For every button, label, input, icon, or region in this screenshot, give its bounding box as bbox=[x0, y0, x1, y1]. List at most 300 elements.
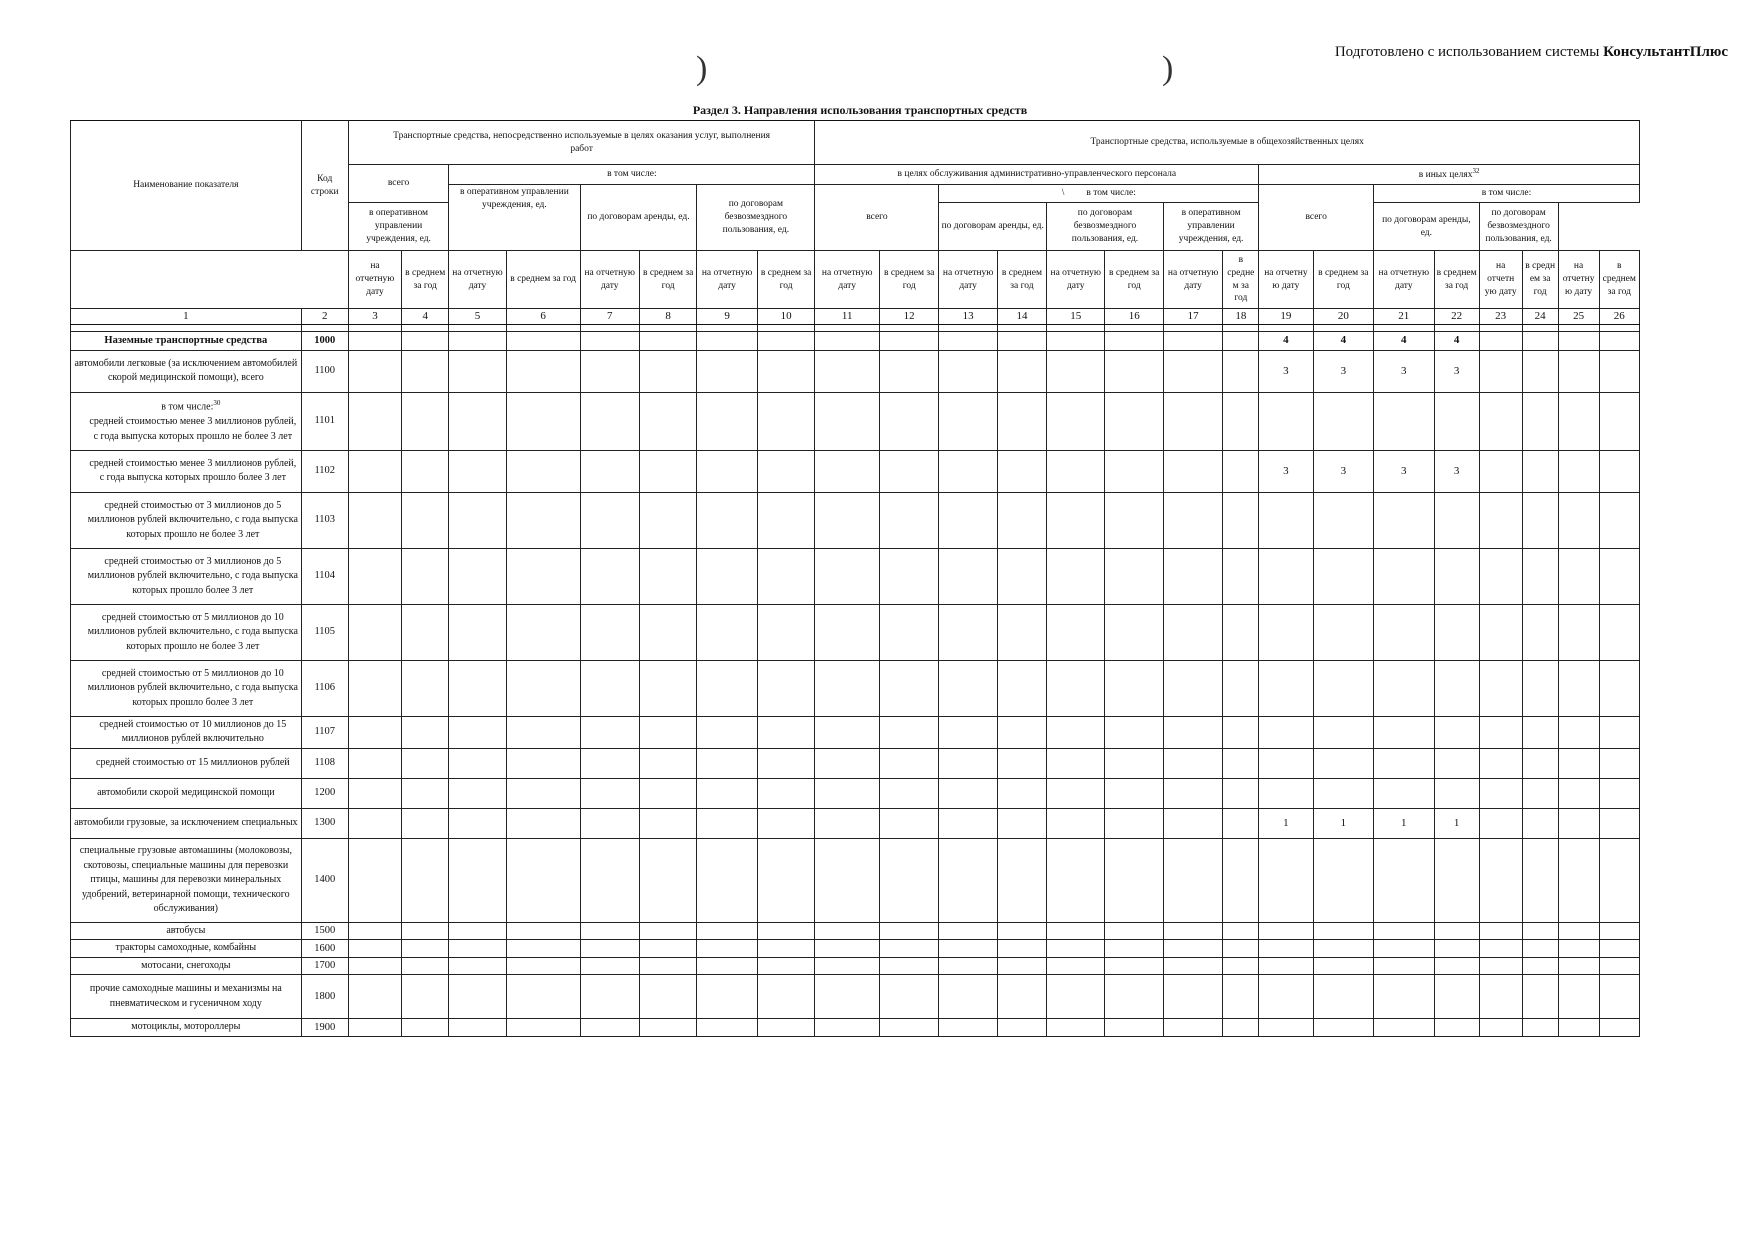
value-cell-col-26[interactable] bbox=[1599, 940, 1639, 958]
value-cell-col-20[interactable] bbox=[1313, 922, 1373, 940]
value-cell-col-22[interactable]: 3 bbox=[1434, 350, 1479, 392]
value-cell-col-14[interactable] bbox=[997, 922, 1046, 940]
value-cell-col-15[interactable] bbox=[1047, 392, 1105, 450]
value-cell-col-17[interactable] bbox=[1163, 492, 1222, 548]
value-cell-col-9[interactable] bbox=[697, 492, 757, 548]
value-cell-col-14[interactable] bbox=[997, 1019, 1046, 1037]
value-cell-col-25[interactable] bbox=[1558, 604, 1599, 660]
value-cell-col-21[interactable] bbox=[1374, 778, 1434, 808]
value-cell-col-21[interactable]: 3 bbox=[1374, 450, 1434, 492]
value-cell-col-5[interactable] bbox=[449, 331, 506, 350]
value-cell-col-4[interactable] bbox=[402, 808, 449, 838]
value-cell-col-21[interactable] bbox=[1374, 922, 1434, 940]
value-cell-col-20[interactable] bbox=[1313, 492, 1373, 548]
value-cell-col-23[interactable] bbox=[1479, 660, 1522, 716]
value-cell-col-20[interactable] bbox=[1313, 778, 1373, 808]
value-cell-col-14[interactable] bbox=[997, 975, 1046, 1019]
value-cell-col-8[interactable] bbox=[639, 838, 696, 922]
value-cell-col-6[interactable] bbox=[506, 660, 580, 716]
value-cell-col-9[interactable] bbox=[697, 450, 757, 492]
value-cell-col-3[interactable] bbox=[348, 975, 401, 1019]
value-cell-col-17[interactable] bbox=[1163, 957, 1222, 975]
value-cell-col-25[interactable] bbox=[1558, 808, 1599, 838]
value-cell-col-12[interactable] bbox=[879, 450, 938, 492]
value-cell-col-16[interactable] bbox=[1105, 548, 1163, 604]
value-cell-col-7[interactable] bbox=[580, 392, 639, 450]
value-cell-col-14[interactable] bbox=[997, 450, 1046, 492]
value-cell-col-22[interactable]: 1 bbox=[1434, 808, 1479, 838]
value-cell-col-13[interactable] bbox=[939, 604, 997, 660]
value-cell-col-23[interactable] bbox=[1479, 778, 1522, 808]
value-cell-col-14[interactable] bbox=[997, 716, 1046, 748]
value-cell-col-23[interactable] bbox=[1479, 350, 1522, 392]
value-cell-col-11[interactable] bbox=[815, 975, 880, 1019]
value-cell-col-20[interactable]: 4 bbox=[1313, 331, 1373, 350]
value-cell-col-19[interactable] bbox=[1259, 838, 1313, 922]
value-cell-col-5[interactable] bbox=[449, 922, 506, 940]
value-cell-col-5[interactable] bbox=[449, 604, 506, 660]
value-cell-col-10[interactable] bbox=[757, 331, 815, 350]
value-cell-col-8[interactable] bbox=[639, 1019, 696, 1037]
value-cell-col-9[interactable] bbox=[697, 350, 757, 392]
value-cell-col-21[interactable] bbox=[1374, 604, 1434, 660]
value-cell-col-22[interactable] bbox=[1434, 716, 1479, 748]
value-cell-col-25[interactable] bbox=[1558, 957, 1599, 975]
value-cell-col-25[interactable] bbox=[1558, 975, 1599, 1019]
value-cell-col-23[interactable] bbox=[1479, 492, 1522, 548]
value-cell-col-14[interactable] bbox=[997, 492, 1046, 548]
value-cell-col-13[interactable] bbox=[939, 548, 997, 604]
value-cell-col-10[interactable] bbox=[757, 392, 815, 450]
value-cell-col-4[interactable] bbox=[402, 716, 449, 748]
value-cell-col-22[interactable] bbox=[1434, 940, 1479, 958]
value-cell-col-18[interactable] bbox=[1223, 548, 1259, 604]
value-cell-col-3[interactable] bbox=[348, 716, 401, 748]
value-cell-col-5[interactable] bbox=[449, 392, 506, 450]
value-cell-col-25[interactable] bbox=[1558, 748, 1599, 778]
value-cell-col-17[interactable] bbox=[1163, 748, 1222, 778]
value-cell-col-15[interactable] bbox=[1047, 1019, 1105, 1037]
value-cell-col-18[interactable] bbox=[1223, 660, 1259, 716]
value-cell-col-12[interactable] bbox=[879, 492, 938, 548]
value-cell-col-24[interactable] bbox=[1522, 957, 1558, 975]
value-cell-col-8[interactable] bbox=[639, 957, 696, 975]
value-cell-col-10[interactable] bbox=[757, 450, 815, 492]
value-cell-col-24[interactable] bbox=[1522, 350, 1558, 392]
value-cell-col-25[interactable] bbox=[1558, 778, 1599, 808]
value-cell-col-9[interactable] bbox=[697, 716, 757, 748]
value-cell-col-16[interactable] bbox=[1105, 450, 1163, 492]
value-cell-col-16[interactable] bbox=[1105, 392, 1163, 450]
value-cell-col-10[interactable] bbox=[757, 922, 815, 940]
value-cell-col-6[interactable] bbox=[506, 392, 580, 450]
value-cell-col-21[interactable] bbox=[1374, 548, 1434, 604]
value-cell-col-16[interactable] bbox=[1105, 975, 1163, 1019]
value-cell-col-11[interactable] bbox=[815, 331, 880, 350]
value-cell-col-15[interactable] bbox=[1047, 748, 1105, 778]
value-cell-col-25[interactable] bbox=[1558, 548, 1599, 604]
value-cell-col-24[interactable] bbox=[1522, 748, 1558, 778]
value-cell-col-8[interactable] bbox=[639, 808, 696, 838]
value-cell-col-13[interactable] bbox=[939, 450, 997, 492]
value-cell-col-9[interactable] bbox=[697, 548, 757, 604]
value-cell-col-8[interactable] bbox=[639, 778, 696, 808]
value-cell-col-3[interactable] bbox=[348, 331, 401, 350]
value-cell-col-18[interactable] bbox=[1223, 940, 1259, 958]
value-cell-col-12[interactable] bbox=[879, 940, 938, 958]
value-cell-col-19[interactable] bbox=[1259, 940, 1313, 958]
value-cell-col-14[interactable] bbox=[997, 392, 1046, 450]
value-cell-col-11[interactable] bbox=[815, 838, 880, 922]
value-cell-col-9[interactable] bbox=[697, 838, 757, 922]
value-cell-col-13[interactable] bbox=[939, 716, 997, 748]
value-cell-col-18[interactable] bbox=[1223, 716, 1259, 748]
value-cell-col-15[interactable] bbox=[1047, 350, 1105, 392]
value-cell-col-19[interactable] bbox=[1259, 660, 1313, 716]
value-cell-col-17[interactable] bbox=[1163, 1019, 1222, 1037]
value-cell-col-9[interactable] bbox=[697, 660, 757, 716]
value-cell-col-23[interactable] bbox=[1479, 957, 1522, 975]
value-cell-col-9[interactable] bbox=[697, 1019, 757, 1037]
value-cell-col-11[interactable] bbox=[815, 778, 880, 808]
value-cell-col-24[interactable] bbox=[1522, 548, 1558, 604]
value-cell-col-9[interactable] bbox=[697, 975, 757, 1019]
value-cell-col-6[interactable] bbox=[506, 778, 580, 808]
value-cell-col-11[interactable] bbox=[815, 940, 880, 958]
value-cell-col-14[interactable] bbox=[997, 660, 1046, 716]
value-cell-col-15[interactable] bbox=[1047, 838, 1105, 922]
value-cell-col-4[interactable] bbox=[402, 1019, 449, 1037]
value-cell-col-5[interactable] bbox=[449, 778, 506, 808]
value-cell-col-8[interactable] bbox=[639, 660, 696, 716]
value-cell-col-20[interactable] bbox=[1313, 660, 1373, 716]
value-cell-col-14[interactable] bbox=[997, 748, 1046, 778]
value-cell-col-26[interactable] bbox=[1599, 778, 1639, 808]
value-cell-col-9[interactable] bbox=[697, 604, 757, 660]
value-cell-col-16[interactable] bbox=[1105, 350, 1163, 392]
value-cell-col-9[interactable] bbox=[697, 957, 757, 975]
value-cell-col-10[interactable] bbox=[757, 716, 815, 748]
value-cell-col-20[interactable] bbox=[1313, 748, 1373, 778]
value-cell-col-18[interactable] bbox=[1223, 838, 1259, 922]
value-cell-col-5[interactable] bbox=[449, 716, 506, 748]
value-cell-col-19[interactable]: 1 bbox=[1259, 808, 1313, 838]
value-cell-col-9[interactable] bbox=[697, 940, 757, 958]
value-cell-col-21[interactable]: 3 bbox=[1374, 350, 1434, 392]
value-cell-col-14[interactable] bbox=[997, 808, 1046, 838]
value-cell-col-14[interactable] bbox=[997, 940, 1046, 958]
value-cell-col-24[interactable] bbox=[1522, 778, 1558, 808]
value-cell-col-23[interactable] bbox=[1479, 838, 1522, 922]
value-cell-col-19[interactable] bbox=[1259, 492, 1313, 548]
value-cell-col-8[interactable] bbox=[639, 392, 696, 450]
value-cell-col-11[interactable] bbox=[815, 450, 880, 492]
value-cell-col-15[interactable] bbox=[1047, 922, 1105, 940]
value-cell-col-25[interactable] bbox=[1558, 1019, 1599, 1037]
value-cell-col-6[interactable] bbox=[506, 808, 580, 838]
value-cell-col-19[interactable] bbox=[1259, 392, 1313, 450]
value-cell-col-12[interactable] bbox=[879, 660, 938, 716]
value-cell-col-13[interactable] bbox=[939, 492, 997, 548]
value-cell-col-15[interactable] bbox=[1047, 660, 1105, 716]
value-cell-col-23[interactable] bbox=[1479, 450, 1522, 492]
value-cell-col-13[interactable] bbox=[939, 350, 997, 392]
value-cell-col-10[interactable] bbox=[757, 940, 815, 958]
value-cell-col-22[interactable] bbox=[1434, 838, 1479, 922]
value-cell-col-13[interactable] bbox=[939, 940, 997, 958]
value-cell-col-20[interactable]: 1 bbox=[1313, 808, 1373, 838]
value-cell-col-25[interactable] bbox=[1558, 716, 1599, 748]
value-cell-col-12[interactable] bbox=[879, 548, 938, 604]
value-cell-col-19[interactable] bbox=[1259, 778, 1313, 808]
value-cell-col-11[interactable] bbox=[815, 1019, 880, 1037]
value-cell-col-19[interactable]: 3 bbox=[1259, 350, 1313, 392]
value-cell-col-26[interactable] bbox=[1599, 922, 1639, 940]
value-cell-col-4[interactable] bbox=[402, 548, 449, 604]
value-cell-col-16[interactable] bbox=[1105, 940, 1163, 958]
value-cell-col-16[interactable] bbox=[1105, 660, 1163, 716]
value-cell-col-21[interactable] bbox=[1374, 838, 1434, 922]
value-cell-col-14[interactable] bbox=[997, 331, 1046, 350]
value-cell-col-3[interactable] bbox=[348, 548, 401, 604]
value-cell-col-20[interactable] bbox=[1313, 975, 1373, 1019]
value-cell-col-10[interactable] bbox=[757, 350, 815, 392]
value-cell-col-23[interactable] bbox=[1479, 331, 1522, 350]
value-cell-col-4[interactable] bbox=[402, 392, 449, 450]
value-cell-col-18[interactable] bbox=[1223, 331, 1259, 350]
value-cell-col-6[interactable] bbox=[506, 716, 580, 748]
value-cell-col-10[interactable] bbox=[757, 1019, 815, 1037]
value-cell-col-20[interactable] bbox=[1313, 716, 1373, 748]
value-cell-col-6[interactable] bbox=[506, 922, 580, 940]
value-cell-col-3[interactable] bbox=[348, 778, 401, 808]
value-cell-col-19[interactable]: 4 bbox=[1259, 331, 1313, 350]
value-cell-col-25[interactable] bbox=[1558, 922, 1599, 940]
value-cell-col-7[interactable] bbox=[580, 716, 639, 748]
value-cell-col-22[interactable] bbox=[1434, 748, 1479, 778]
value-cell-col-4[interactable] bbox=[402, 975, 449, 1019]
value-cell-col-5[interactable] bbox=[449, 548, 506, 604]
value-cell-col-20[interactable]: 3 bbox=[1313, 450, 1373, 492]
value-cell-col-17[interactable] bbox=[1163, 450, 1222, 492]
value-cell-col-7[interactable] bbox=[580, 940, 639, 958]
value-cell-col-19[interactable] bbox=[1259, 922, 1313, 940]
value-cell-col-25[interactable] bbox=[1558, 450, 1599, 492]
value-cell-col-24[interactable] bbox=[1522, 660, 1558, 716]
value-cell-col-18[interactable] bbox=[1223, 350, 1259, 392]
value-cell-col-4[interactable] bbox=[402, 778, 449, 808]
value-cell-col-21[interactable] bbox=[1374, 716, 1434, 748]
value-cell-col-4[interactable] bbox=[402, 660, 449, 716]
value-cell-col-23[interactable] bbox=[1479, 922, 1522, 940]
value-cell-col-6[interactable] bbox=[506, 331, 580, 350]
value-cell-col-22[interactable] bbox=[1434, 492, 1479, 548]
value-cell-col-21[interactable] bbox=[1374, 492, 1434, 548]
value-cell-col-24[interactable] bbox=[1522, 716, 1558, 748]
value-cell-col-7[interactable] bbox=[580, 778, 639, 808]
value-cell-col-17[interactable] bbox=[1163, 922, 1222, 940]
value-cell-col-17[interactable] bbox=[1163, 548, 1222, 604]
value-cell-col-24[interactable] bbox=[1522, 922, 1558, 940]
value-cell-col-8[interactable] bbox=[639, 716, 696, 748]
value-cell-col-5[interactable] bbox=[449, 450, 506, 492]
value-cell-col-19[interactable] bbox=[1259, 975, 1313, 1019]
value-cell-col-19[interactable] bbox=[1259, 957, 1313, 975]
value-cell-col-6[interactable] bbox=[506, 492, 580, 548]
value-cell-col-3[interactable] bbox=[348, 808, 401, 838]
value-cell-col-26[interactable] bbox=[1599, 716, 1639, 748]
value-cell-col-20[interactable] bbox=[1313, 604, 1373, 660]
value-cell-col-26[interactable] bbox=[1599, 1019, 1639, 1037]
value-cell-col-15[interactable] bbox=[1047, 975, 1105, 1019]
value-cell-col-6[interactable] bbox=[506, 940, 580, 958]
value-cell-col-23[interactable] bbox=[1479, 548, 1522, 604]
value-cell-col-20[interactable] bbox=[1313, 1019, 1373, 1037]
value-cell-col-26[interactable] bbox=[1599, 331, 1639, 350]
value-cell-col-17[interactable] bbox=[1163, 975, 1222, 1019]
value-cell-col-16[interactable] bbox=[1105, 778, 1163, 808]
value-cell-col-5[interactable] bbox=[449, 975, 506, 1019]
value-cell-col-5[interactable] bbox=[449, 940, 506, 958]
value-cell-col-11[interactable] bbox=[815, 604, 880, 660]
value-cell-col-15[interactable] bbox=[1047, 548, 1105, 604]
value-cell-col-7[interactable] bbox=[580, 604, 639, 660]
value-cell-col-5[interactable] bbox=[449, 808, 506, 838]
value-cell-col-21[interactable] bbox=[1374, 1019, 1434, 1037]
value-cell-col-12[interactable] bbox=[879, 331, 938, 350]
value-cell-col-4[interactable] bbox=[402, 450, 449, 492]
value-cell-col-13[interactable] bbox=[939, 957, 997, 975]
value-cell-col-21[interactable] bbox=[1374, 392, 1434, 450]
value-cell-col-18[interactable] bbox=[1223, 808, 1259, 838]
value-cell-col-3[interactable] bbox=[348, 450, 401, 492]
value-cell-col-5[interactable] bbox=[449, 957, 506, 975]
value-cell-col-21[interactable] bbox=[1374, 660, 1434, 716]
value-cell-col-22[interactable] bbox=[1434, 922, 1479, 940]
value-cell-col-26[interactable] bbox=[1599, 604, 1639, 660]
value-cell-col-11[interactable] bbox=[815, 748, 880, 778]
value-cell-col-17[interactable] bbox=[1163, 392, 1222, 450]
value-cell-col-14[interactable] bbox=[997, 604, 1046, 660]
value-cell-col-13[interactable] bbox=[939, 748, 997, 778]
value-cell-col-17[interactable] bbox=[1163, 660, 1222, 716]
value-cell-col-8[interactable] bbox=[639, 748, 696, 778]
value-cell-col-26[interactable] bbox=[1599, 808, 1639, 838]
value-cell-col-18[interactable] bbox=[1223, 604, 1259, 660]
value-cell-col-14[interactable] bbox=[997, 350, 1046, 392]
value-cell-col-22[interactable] bbox=[1434, 957, 1479, 975]
value-cell-col-16[interactable] bbox=[1105, 492, 1163, 548]
value-cell-col-8[interactable] bbox=[639, 922, 696, 940]
value-cell-col-24[interactable] bbox=[1522, 392, 1558, 450]
value-cell-col-22[interactable]: 3 bbox=[1434, 450, 1479, 492]
value-cell-col-5[interactable] bbox=[449, 748, 506, 778]
value-cell-col-21[interactable] bbox=[1374, 748, 1434, 778]
value-cell-col-7[interactable] bbox=[580, 957, 639, 975]
value-cell-col-6[interactable] bbox=[506, 838, 580, 922]
value-cell-col-11[interactable] bbox=[815, 957, 880, 975]
value-cell-col-17[interactable] bbox=[1163, 331, 1222, 350]
value-cell-col-7[interactable] bbox=[580, 748, 639, 778]
value-cell-col-19[interactable] bbox=[1259, 716, 1313, 748]
value-cell-col-7[interactable] bbox=[580, 1019, 639, 1037]
value-cell-col-9[interactable] bbox=[697, 922, 757, 940]
value-cell-col-8[interactable] bbox=[639, 450, 696, 492]
value-cell-col-25[interactable] bbox=[1558, 940, 1599, 958]
value-cell-col-11[interactable] bbox=[815, 716, 880, 748]
value-cell-col-26[interactable] bbox=[1599, 975, 1639, 1019]
value-cell-col-6[interactable] bbox=[506, 1019, 580, 1037]
value-cell-col-10[interactable] bbox=[757, 975, 815, 1019]
value-cell-col-5[interactable] bbox=[449, 838, 506, 922]
value-cell-col-18[interactable] bbox=[1223, 492, 1259, 548]
value-cell-col-16[interactable] bbox=[1105, 716, 1163, 748]
value-cell-col-21[interactable] bbox=[1374, 957, 1434, 975]
value-cell-col-3[interactable] bbox=[348, 940, 401, 958]
value-cell-col-9[interactable] bbox=[697, 808, 757, 838]
value-cell-col-6[interactable] bbox=[506, 548, 580, 604]
value-cell-col-15[interactable] bbox=[1047, 940, 1105, 958]
value-cell-col-20[interactable]: 3 bbox=[1313, 350, 1373, 392]
value-cell-col-19[interactable] bbox=[1259, 604, 1313, 660]
value-cell-col-6[interactable] bbox=[506, 604, 580, 660]
value-cell-col-11[interactable] bbox=[815, 922, 880, 940]
value-cell-col-11[interactable] bbox=[815, 492, 880, 548]
value-cell-col-14[interactable] bbox=[997, 778, 1046, 808]
value-cell-col-9[interactable] bbox=[697, 748, 757, 778]
value-cell-col-13[interactable] bbox=[939, 838, 997, 922]
value-cell-col-21[interactable] bbox=[1374, 940, 1434, 958]
value-cell-col-17[interactable] bbox=[1163, 940, 1222, 958]
value-cell-col-24[interactable] bbox=[1522, 1019, 1558, 1037]
value-cell-col-10[interactable] bbox=[757, 748, 815, 778]
value-cell-col-4[interactable] bbox=[402, 940, 449, 958]
value-cell-col-7[interactable] bbox=[580, 350, 639, 392]
value-cell-col-4[interactable] bbox=[402, 838, 449, 922]
value-cell-col-4[interactable] bbox=[402, 922, 449, 940]
value-cell-col-21[interactable]: 1 bbox=[1374, 808, 1434, 838]
value-cell-col-3[interactable] bbox=[348, 838, 401, 922]
value-cell-col-19[interactable]: 3 bbox=[1259, 450, 1313, 492]
value-cell-col-11[interactable] bbox=[815, 392, 880, 450]
value-cell-col-15[interactable] bbox=[1047, 808, 1105, 838]
value-cell-col-22[interactable]: 4 bbox=[1434, 331, 1479, 350]
value-cell-col-16[interactable] bbox=[1105, 331, 1163, 350]
value-cell-col-9[interactable] bbox=[697, 392, 757, 450]
value-cell-col-10[interactable] bbox=[757, 492, 815, 548]
value-cell-col-26[interactable] bbox=[1599, 450, 1639, 492]
value-cell-col-14[interactable] bbox=[997, 838, 1046, 922]
value-cell-col-3[interactable] bbox=[348, 922, 401, 940]
value-cell-col-7[interactable] bbox=[580, 922, 639, 940]
value-cell-col-5[interactable] bbox=[449, 660, 506, 716]
value-cell-col-24[interactable] bbox=[1522, 838, 1558, 922]
value-cell-col-9[interactable] bbox=[697, 331, 757, 350]
value-cell-col-22[interactable] bbox=[1434, 1019, 1479, 1037]
value-cell-col-23[interactable] bbox=[1479, 975, 1522, 1019]
value-cell-col-12[interactable] bbox=[879, 716, 938, 748]
value-cell-col-6[interactable] bbox=[506, 350, 580, 392]
value-cell-col-16[interactable] bbox=[1105, 957, 1163, 975]
value-cell-col-22[interactable] bbox=[1434, 778, 1479, 808]
value-cell-col-26[interactable] bbox=[1599, 392, 1639, 450]
value-cell-col-6[interactable] bbox=[506, 975, 580, 1019]
value-cell-col-14[interactable] bbox=[997, 548, 1046, 604]
value-cell-col-4[interactable] bbox=[402, 957, 449, 975]
value-cell-col-13[interactable] bbox=[939, 778, 997, 808]
value-cell-col-25[interactable] bbox=[1558, 660, 1599, 716]
value-cell-col-13[interactable] bbox=[939, 975, 997, 1019]
